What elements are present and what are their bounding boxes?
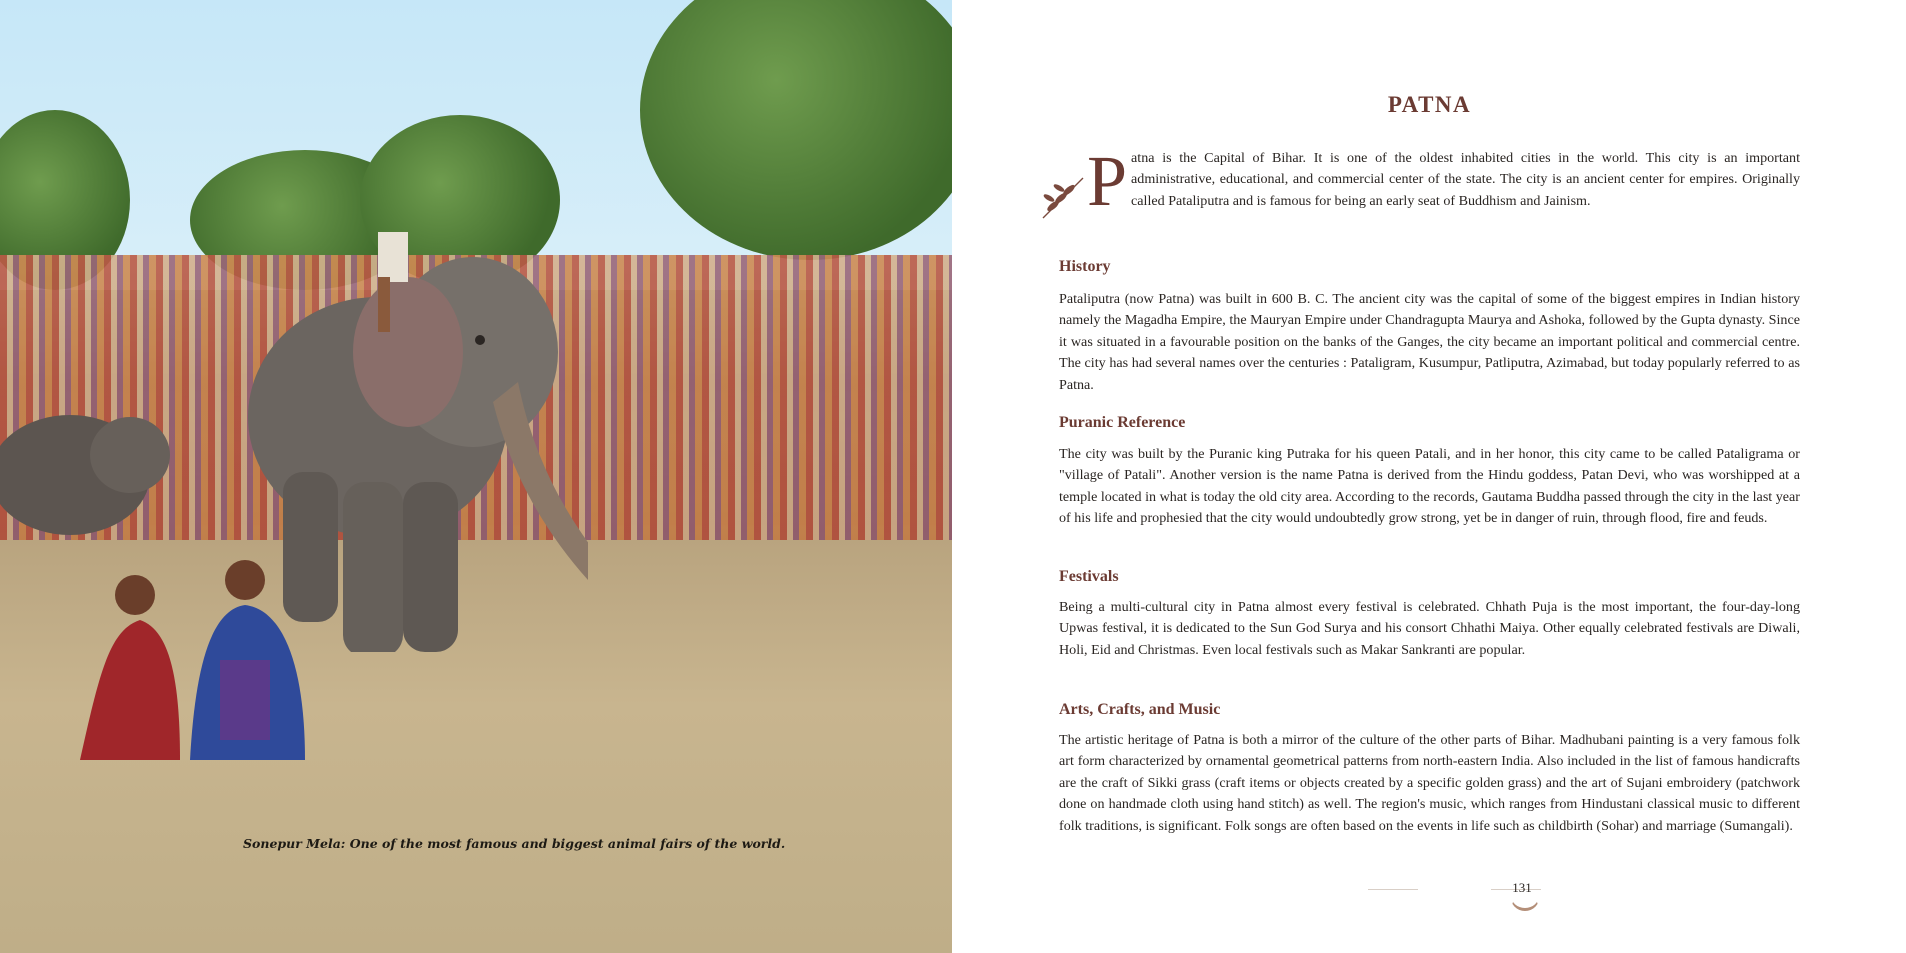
page-number-rule-left xyxy=(1368,889,1418,890)
background-elephant xyxy=(0,395,180,555)
section-body-puranic-reference: The city was built by the Puranic king Putraka for his queen Patali, and in her honor, this city came to be called Pataligrama or "village of Patali". Another version is the name Patna is derived from the Hindu goddess, Patan Devi, who was worshipped at a temple located in what is today the old city area. According to the records, Gautama Buddha passed through the city in the last year of his life and prophesied that the city would undoubtedly grow strong, yet be in danger of ruin, through flood, fire and feuds. xyxy=(1059,446,1800,527)
section-body-history: Pataliputra (now Patna) was built in 600 B. C. The ancient city was the capital of some of the biggest empires in Indian history namely the Magadha Empire, the Mauryan Empire under Chandragupta Maurya and Ashoka, followed by the Gupta dynasty. Since it was situated in a favourable position on the banks of the Ganges, the city became an important political and commercial centre. The city has had several names over the centuries : Pataligram, Kusumpur, Patliputra, Azimabad, but today popularly referred to as Patna. xyxy=(1059,291,1800,393)
intro-paragraph xyxy=(1059,141,1800,221)
women-praying-in-river xyxy=(70,550,320,770)
section-heading-festivals: Festivals xyxy=(1059,568,1119,585)
section-heading-puranic-reference: Puranic Reference xyxy=(1059,414,1186,431)
section-body-festivals: Being a multi-cultural city in Patna almost every festival is celebrated. Chhath Puja is the most important, the four-day-long Upwas festival, it is dedicated to the Sun God Surya and his consort Chhathi Maiya. Other equally celebrated festivals are Diwali, Holi, Eid and Christmas. Even local festivals such as Makar Sankranti are popular. xyxy=(1059,599,1800,658)
intro-text: atna is the Capital of Bihar. It is one of the oldest inhabited cities in the world. This city is an important administrative, educational, and commercial center of the state. The city is an ancient center for empires. Originally called Pataliputra and is famous for being an early seat of Buddhism and Jainism. xyxy=(1131,150,1800,209)
section-heading-arts-crafts-music: Arts, Crafts, and Music xyxy=(1059,701,1221,718)
section-heading-history: History xyxy=(1059,258,1111,275)
page-title: PATNA xyxy=(1387,92,1472,117)
sonepur-mela-photo xyxy=(0,0,952,953)
drop-cap: P xyxy=(1087,141,1128,221)
section-body-arts-crafts-music: The artistic heritage of Patna is both a mirror of the culture of the other parts of Bihar. Madhubani painting is a very famous folk art form characterized by ornamental geometrical patterns from north-eastern India. Also included in the list of famous handicrafts are the craft of Sikki grass (craft items or objects created by a specific golden grass) and the art of Sujani embroidery (patchwork done on handmade cloth using hand stitch) as well. The region's music, which ranges from Hindustani classical music to different folk traditions, is significant. Folk songs are often based on the events in life such as childbirth (Sohar) and marriage (Sumangali). xyxy=(1059,732,1800,834)
photo-caption: Sonepur Mela: One of the most famous and biggest animal fairs of the world. xyxy=(243,836,786,851)
text-page xyxy=(953,0,1906,953)
page-number: 131 xyxy=(1512,880,1532,895)
